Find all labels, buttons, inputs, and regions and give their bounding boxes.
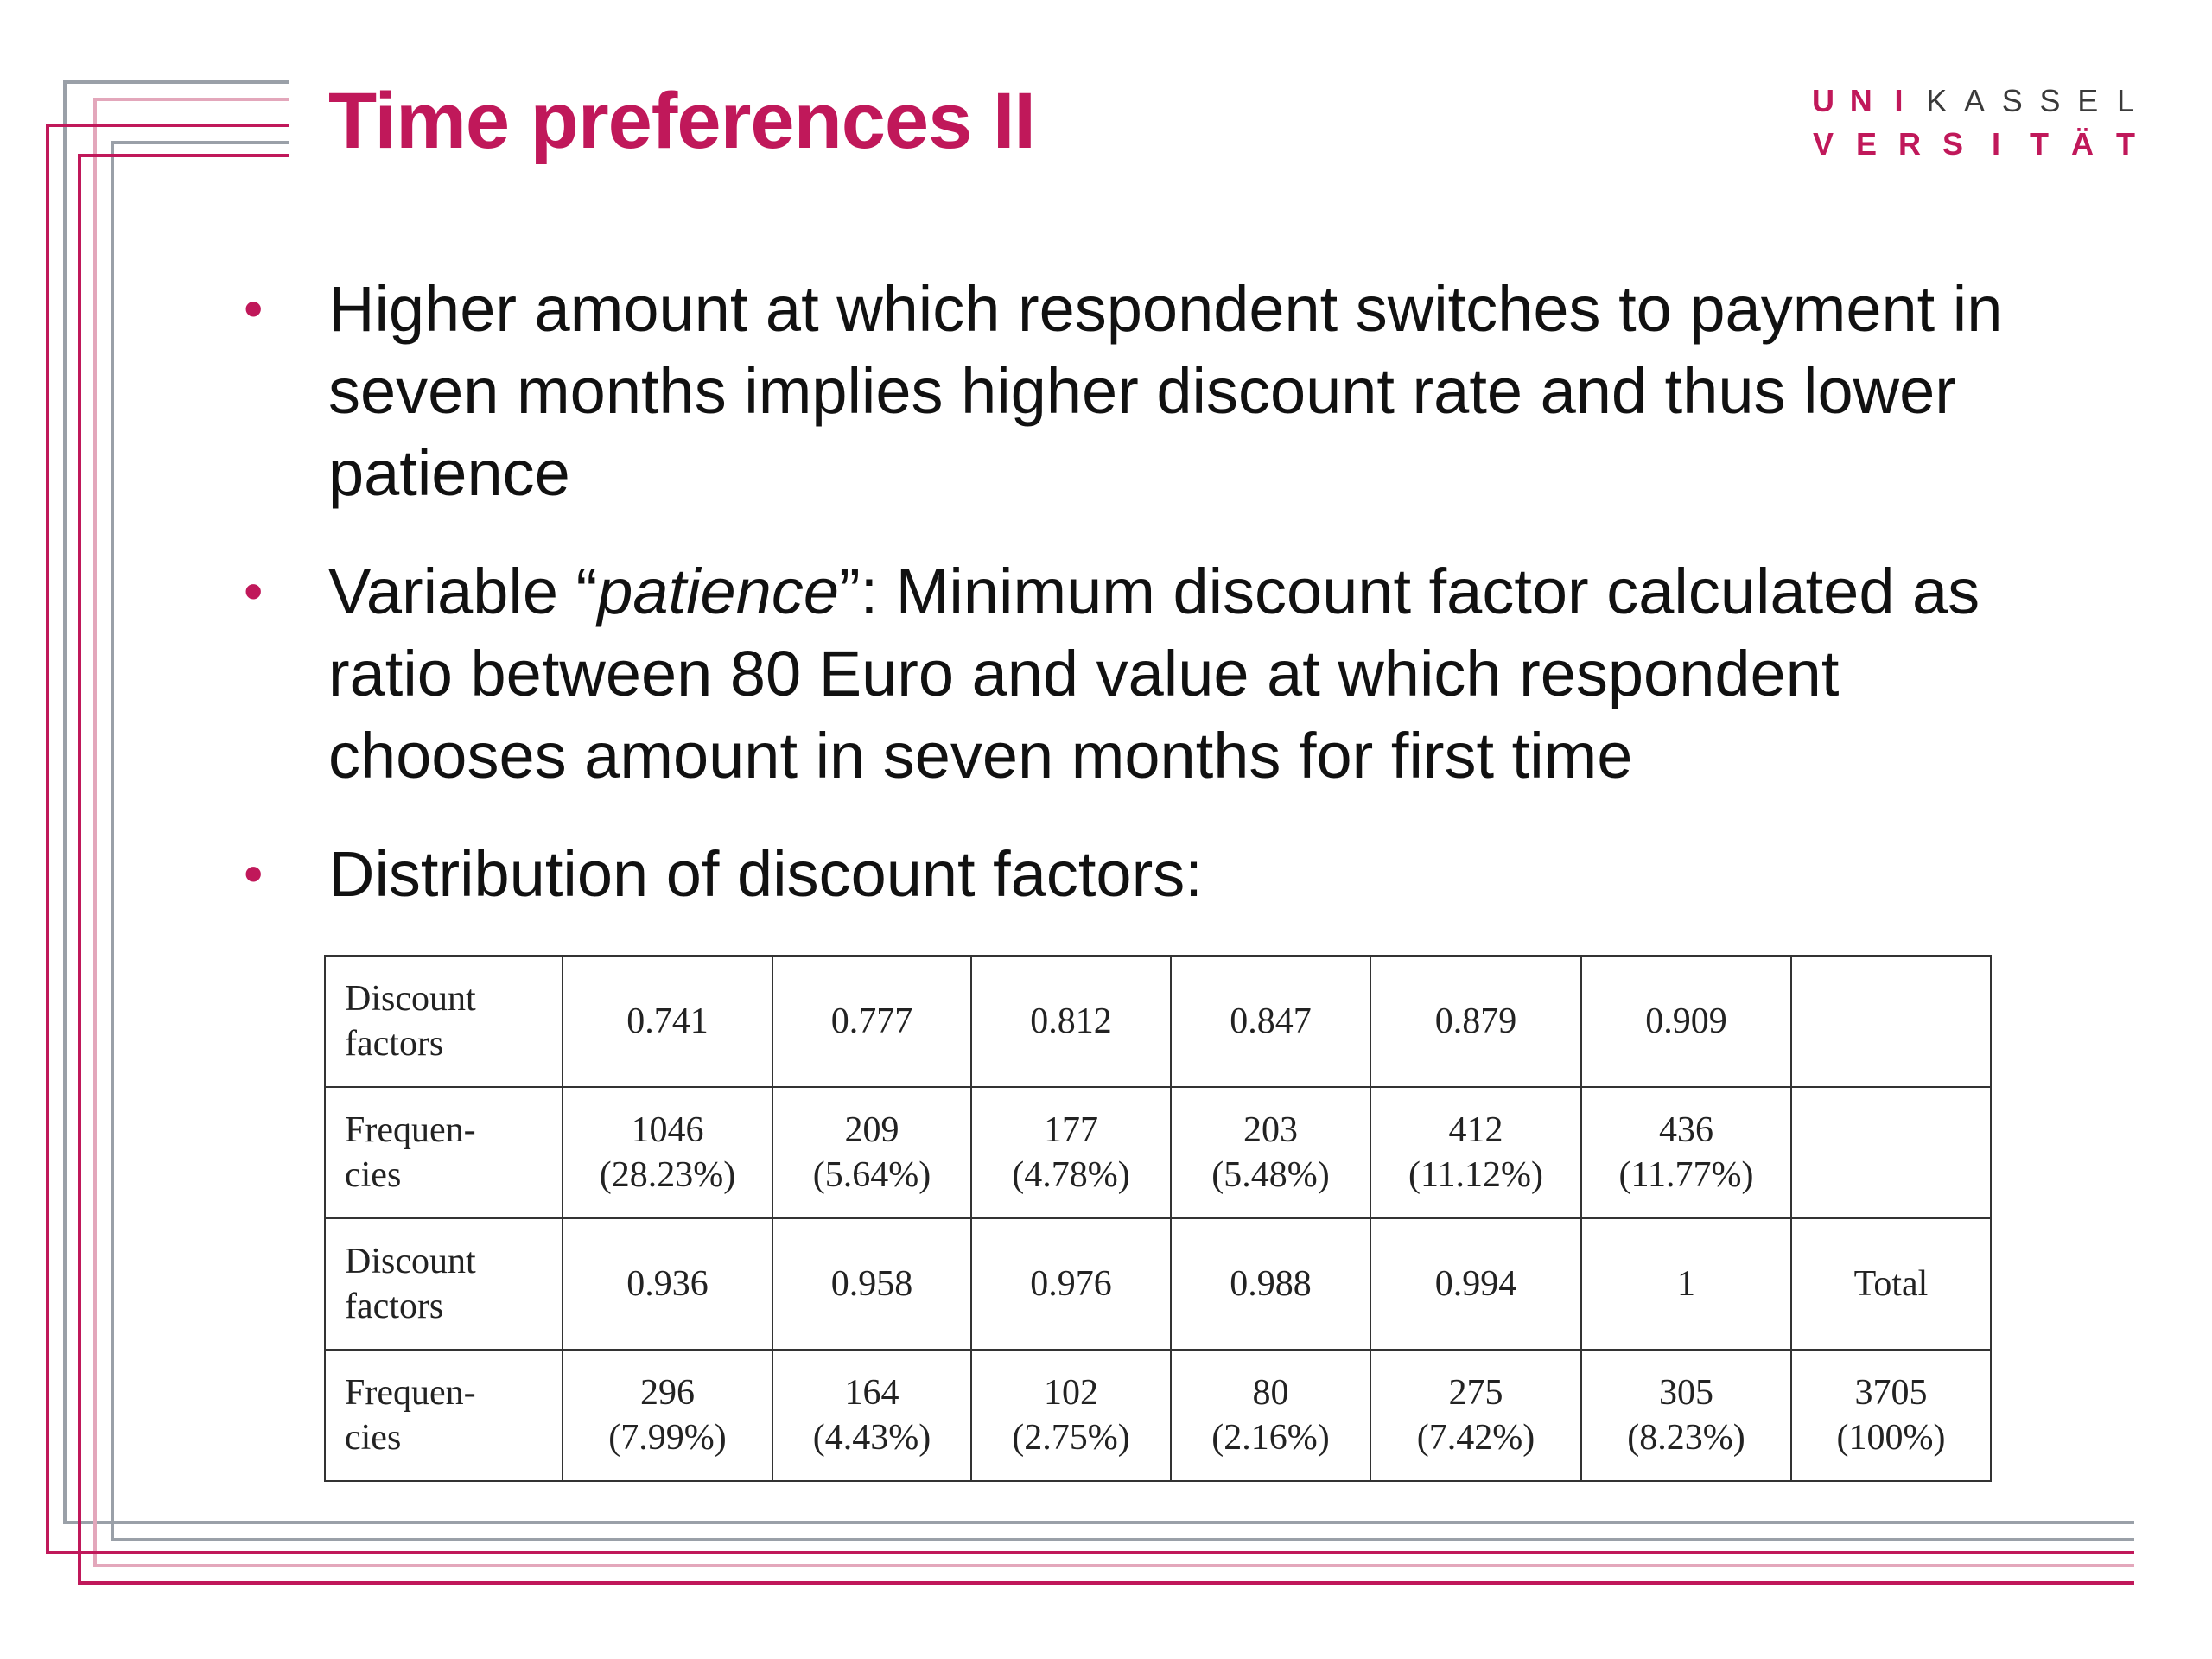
logo-letter: S (2039, 83, 2061, 118)
logo-letter: E (2077, 83, 2099, 118)
logo-letter: S (1942, 126, 1963, 162)
page-title: Time preferences II (328, 77, 1035, 165)
cell-line: Total (1853, 1264, 1929, 1304)
logo-letter: T (2116, 126, 2135, 162)
cell-line: (5.64%) (812, 1155, 931, 1195)
cell-line: (5.48%) (1211, 1155, 1330, 1195)
logo-letter: K (1926, 83, 1948, 118)
bullet-icon: • (244, 560, 264, 622)
cell-line: (7.42%) (1416, 1418, 1535, 1458)
table-cell (1171, 1350, 1370, 1481)
table-cell (1791, 1218, 1991, 1350)
cell-line: 0.958 (830, 1264, 913, 1304)
cell-line: 0.741 (626, 1001, 709, 1041)
logo-letter: I (1894, 83, 1904, 118)
bullet-text-prefix: Variable “ (328, 556, 598, 627)
cell-line: 0.812 (1030, 1001, 1112, 1041)
row-header-line: Frequen- (345, 1373, 476, 1413)
cell-line: 0.976 (1030, 1264, 1112, 1304)
bullet-text: Higher amount at which respondent switches to payment in seven months implies higher discount rate and thus lower patience (328, 273, 2003, 509)
cell-line: 3705 (1854, 1373, 1928, 1413)
row-header-line: Discount (345, 979, 476, 1019)
logo-letter: U (1812, 83, 1834, 118)
table-cell (563, 956, 772, 1087)
table-cell (772, 1350, 971, 1481)
cell-line: (4.78%) (1012, 1155, 1130, 1195)
logo-letter: V (1812, 126, 1834, 162)
table-cell (1581, 1350, 1791, 1481)
row-header-cell (325, 1350, 563, 1481)
bullet-text-suffix: ”: Minimum discount factor calculated as ratio between 80 Euro and value at which respondent chooses amount in seven months for first time (328, 556, 1980, 791)
cell-line: (28.23%) (599, 1155, 736, 1195)
row-header-line: cies (345, 1155, 402, 1195)
bullet-icon: • (244, 277, 264, 340)
cell-line: 0.988 (1230, 1264, 1312, 1304)
table-cell (1370, 1350, 1581, 1481)
row-header-line: Discount (345, 1242, 476, 1281)
table-cell (1581, 1087, 1791, 1218)
table-cell (1791, 956, 1991, 1087)
table-cell (772, 1218, 971, 1350)
row-header-cell (325, 1218, 563, 1350)
bullet-text-variable: patience (597, 556, 839, 627)
row-header-cell (325, 956, 563, 1087)
cell-line: 296 (640, 1373, 695, 1413)
table-cell (1791, 1087, 1991, 1218)
logo-letter: I (1991, 126, 2000, 162)
row-header-line: factors (345, 1024, 444, 1064)
table-cell (1370, 956, 1581, 1087)
table-row (325, 1218, 1991, 1350)
logo-letter: R (1898, 126, 1921, 162)
cell-line: (100%) (1836, 1418, 1946, 1458)
cell-line: (11.12%) (1408, 1155, 1543, 1195)
bullet-item (233, 550, 2091, 797)
cell-line: (11.77%) (1618, 1155, 1754, 1195)
logo-letter: E (1855, 126, 1877, 162)
bullet-text: Distribution of discount factors: (328, 838, 1203, 910)
table-cell (971, 1350, 1171, 1481)
cell-line: 0.879 (1434, 1001, 1517, 1041)
bullet-item (233, 268, 2091, 514)
logo-row-2 (1810, 123, 2139, 166)
row-header-line: factors (345, 1287, 444, 1326)
cell-line: 177 (1044, 1110, 1098, 1150)
table-cell (1581, 1218, 1791, 1350)
cell-line: (2.75%) (1012, 1418, 1130, 1458)
table-cell (971, 956, 1171, 1087)
cell-line: 209 (844, 1110, 899, 1150)
cell-line: (8.23%) (1627, 1418, 1745, 1458)
table-cell (772, 1087, 971, 1218)
logo-letter: L (2116, 83, 2135, 118)
cell-line: 0.994 (1434, 1264, 1517, 1304)
bullet-list (233, 268, 2091, 951)
cell-line: 0.847 (1230, 1001, 1312, 1041)
cell-line: 164 (844, 1373, 899, 1413)
table-cell (1171, 956, 1370, 1087)
table-cell (563, 1218, 772, 1350)
table-cell (563, 1087, 772, 1218)
logo-letter: S (2001, 83, 2023, 118)
cell-line: 275 (1448, 1373, 1503, 1413)
bullet-icon: • (244, 842, 264, 905)
table-cell (1171, 1087, 1370, 1218)
row-header-cell (325, 1087, 563, 1218)
cell-line: 0.777 (830, 1001, 913, 1041)
cell-line: 412 (1448, 1110, 1503, 1150)
cell-line: (4.43%) (812, 1418, 931, 1458)
discount-factor-table-wrapper (324, 955, 1992, 1482)
cell-line: 0.909 (1645, 1001, 1727, 1041)
cell-line: 436 (1659, 1110, 1713, 1150)
cell-line: 1046 (631, 1110, 704, 1150)
table-cell (971, 1218, 1171, 1350)
logo-letter: Ä (2071, 126, 2094, 162)
logo-row-1 (1810, 79, 2139, 123)
table-cell (563, 1350, 772, 1481)
table-cell (971, 1087, 1171, 1218)
table-cell (1791, 1350, 1991, 1481)
logo-letter: T (2030, 126, 2049, 162)
logo-letter: N (1849, 83, 1872, 118)
cell-line: 102 (1044, 1373, 1098, 1413)
university-logo (1810, 79, 2139, 166)
table-cell (1370, 1218, 1581, 1350)
cell-line: (2.16%) (1211, 1418, 1330, 1458)
row-header-line: Frequen- (345, 1110, 476, 1150)
table-row (325, 1350, 1991, 1481)
table-row (325, 1087, 1991, 1218)
cell-line: (7.99%) (608, 1418, 727, 1458)
cell-line: 203 (1243, 1110, 1298, 1150)
table-cell (1581, 956, 1791, 1087)
cell-line: 305 (1659, 1373, 1713, 1413)
table-row (325, 956, 1991, 1087)
row-header-line: cies (345, 1418, 402, 1458)
discount-factor-table (324, 955, 1992, 1482)
cell-line: 0.936 (626, 1264, 709, 1304)
table-cell (772, 956, 971, 1087)
bullet-item (233, 833, 2091, 915)
table-cell (1370, 1087, 1581, 1218)
logo-letter: A (1963, 83, 1985, 118)
table-cell (1171, 1218, 1370, 1350)
cell-line: 1 (1677, 1264, 1695, 1304)
cell-line: 80 (1252, 1373, 1289, 1413)
